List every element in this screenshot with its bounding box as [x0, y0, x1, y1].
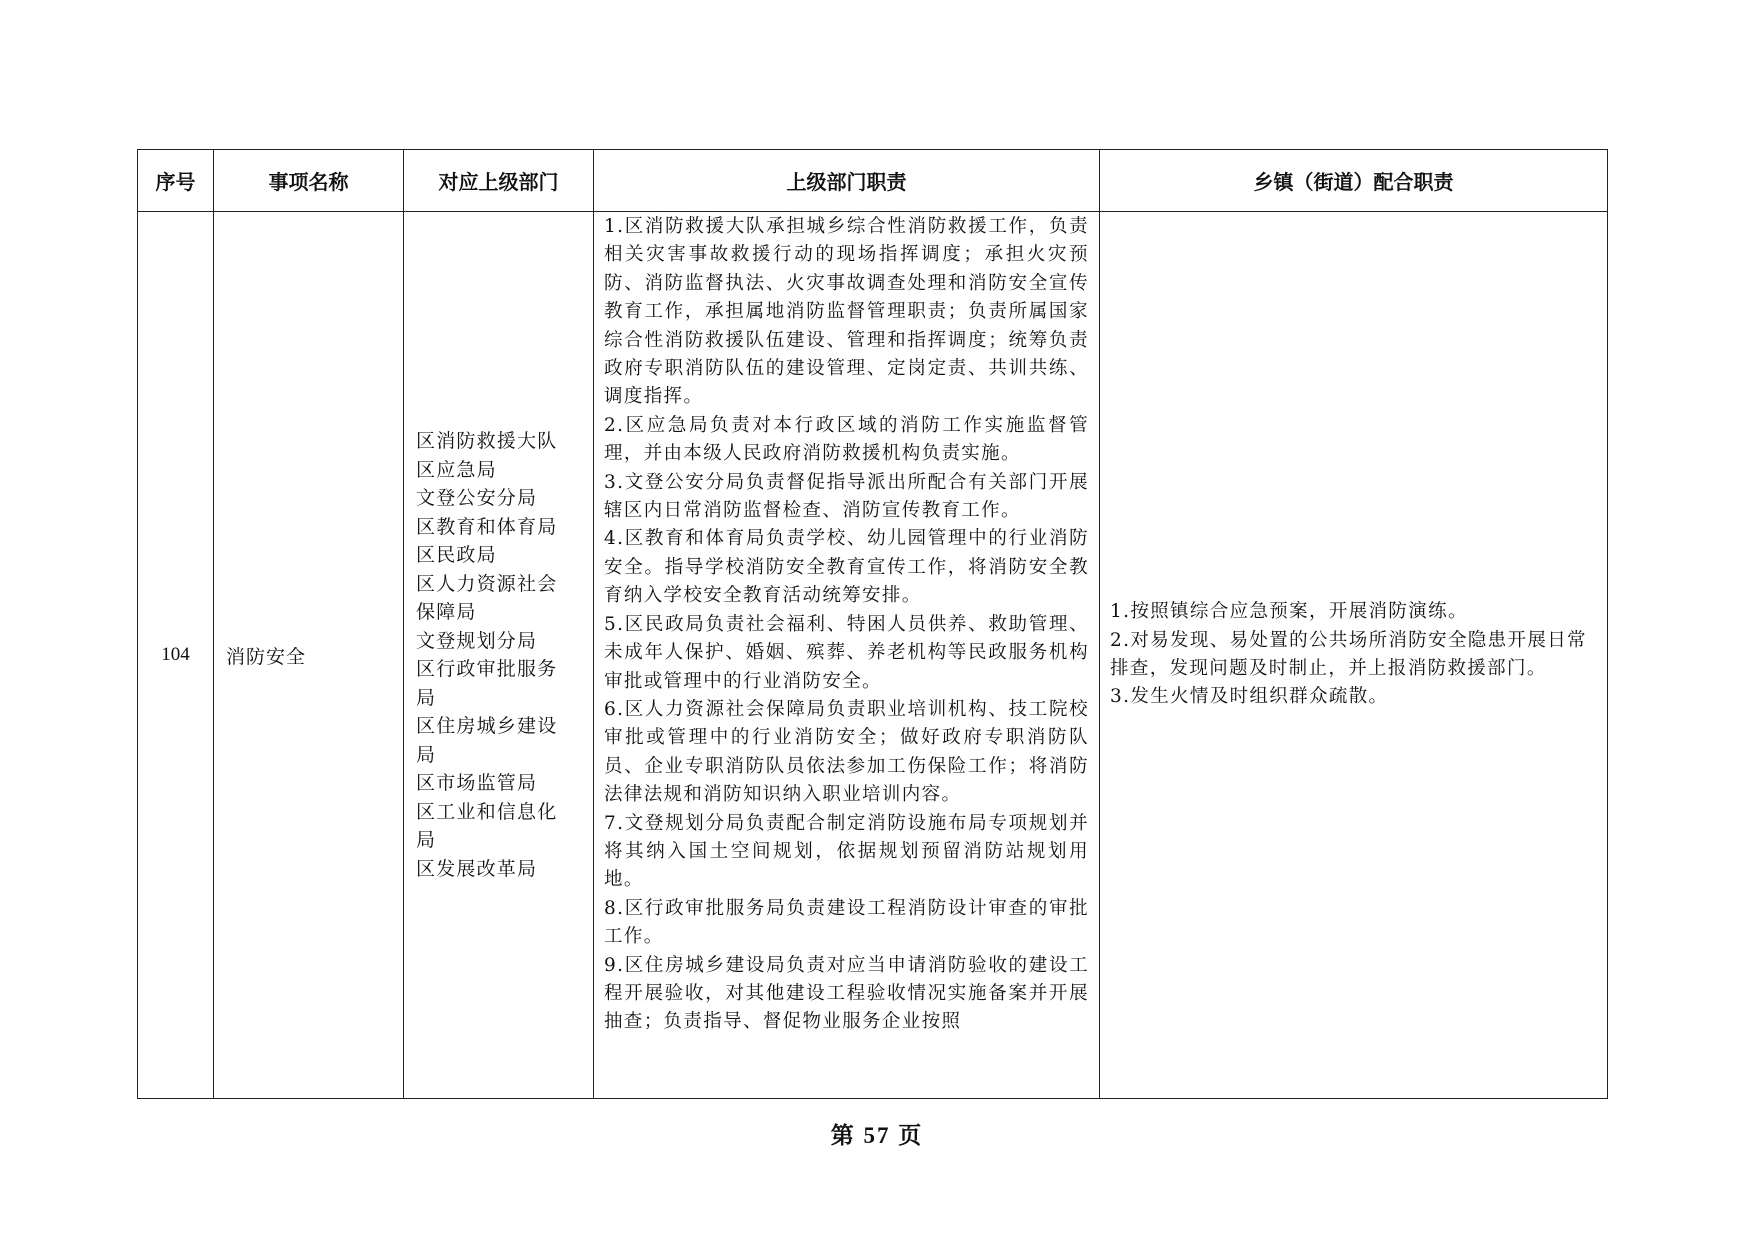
department-line: 文登公安分局	[416, 487, 538, 509]
department-line: 保障局	[416, 601, 477, 623]
town-duty-item: 3.发生火情及时组织群众疏散。	[1110, 686, 1389, 708]
department-line: 区行政审批服务	[416, 658, 558, 680]
superior-duty-item: 2.区应急局负责对本行政区域的消防工作实施监督管理，并由本级人民政府消防救援机构负责实施。	[604, 414, 1089, 465]
table-header-row	[138, 150, 1608, 212]
superior-duty-item: 1.区消防救援大队承担城乡综合性消防救援工作，负责相关灾害事故救援行动的现场指挥调度；承担火灾预防、消防监督执法、火灾事故调查处理和消防安全宣传教育工作，承担属地消防监督管理职责；负责所属国家综合性消防救援队伍建设、管理和指挥调度；统筹负责政府专职消防队伍的建设管理、定岗定责、共训共练、调度指挥。	[604, 216, 1089, 408]
header-superior-duties: 上级部门职责	[594, 150, 1100, 212]
header-index: 序号	[138, 150, 214, 212]
row-item-name: 消防安全	[214, 212, 404, 1099]
department-line: 区消防救援大队	[416, 430, 558, 452]
department-line: 文登规划分局	[416, 629, 538, 652]
department-line: 局	[416, 743, 437, 766]
page-number: 第 57 页	[830, 1123, 924, 1148]
table-row	[138, 212, 1608, 1099]
superior-duty-item: 5.区民政局负责社会福利、特困人员供养、救助管理、未成年人保护、婚姻、殡葬、养老机构等民政服务机构审批或管理中的行业消防安全。	[604, 613, 1089, 692]
department-line: 区发展改革局	[416, 857, 538, 880]
header-departments: 对应上级部门	[404, 150, 594, 212]
superior-duty-item: 3.文登公安分局负责督促指导派出所配合有关部门开展辖区内日常消防监督检查、消防宣传教育工作。	[604, 471, 1089, 522]
department-line: 区住房城乡建设	[416, 715, 558, 737]
department-line: 区市场监管局	[416, 772, 538, 794]
row-superior-duties	[594, 212, 1100, 1099]
superior-duty-item: 7.文登规划分局负责配合制定消防设施布局专项规划并将其纳入国土空间规划，依据规划预留消防站规划用地。	[604, 812, 1089, 891]
department-line: 区工业和信息化	[416, 800, 558, 823]
town-duty-item: 2.对易发现、易处置的公共场所消防安全隐患开展日常排查，发现问题及时制止，并上报消防救援部门。	[1110, 629, 1587, 679]
department-line: 区民政局	[416, 544, 497, 566]
department-line: 区教育和体育局	[416, 515, 558, 538]
superior-duty-item: 8.区行政审批服务局负责建设工程消防设计审查的审批工作。	[604, 897, 1089, 948]
duty-table	[137, 149, 1608, 1099]
department-line: 区应急局	[416, 458, 497, 481]
row-departments	[404, 212, 594, 1099]
superior-duties-content	[604, 213, 1089, 1098]
town-duty-item: 1.按照镇综合应急预案，开展消防演练。	[1110, 601, 1468, 623]
superior-duty-item: 9.区住房城乡建设局负责对应当申请消防验收的建设工程开展验收，对其他建设工程验收情况实施备案并开展抽查；负责指导、督促物业服务企业按照	[604, 954, 1089, 1033]
row-town-duties	[1100, 212, 1608, 1099]
row-index: 104	[138, 212, 214, 1099]
superior-duty-item: 4.区教育和体育局负责学校、幼儿园管理中的行业消防安全。指导学校消防安全教育宣传工作，将消防安全教育纳入学校安全教育活动统筹安排。	[604, 528, 1089, 607]
department-line: 局	[416, 686, 437, 709]
header-town-duties: 乡镇（街道）配合职责	[1100, 150, 1608, 212]
superior-duty-item: 6.区人力资源社会保障局负责职业培训机构、技工院校审批或管理中的行业消防安全；做好政府专职消防队员、企业专职消防队员依法参加工伤保险工作；将消防法律法规和消防知识纳入职业培训内容。	[604, 698, 1089, 806]
header-item-name: 事项名称	[214, 150, 404, 212]
department-line: 局	[416, 829, 437, 851]
department-line: 区人力资源社会	[416, 572, 558, 595]
